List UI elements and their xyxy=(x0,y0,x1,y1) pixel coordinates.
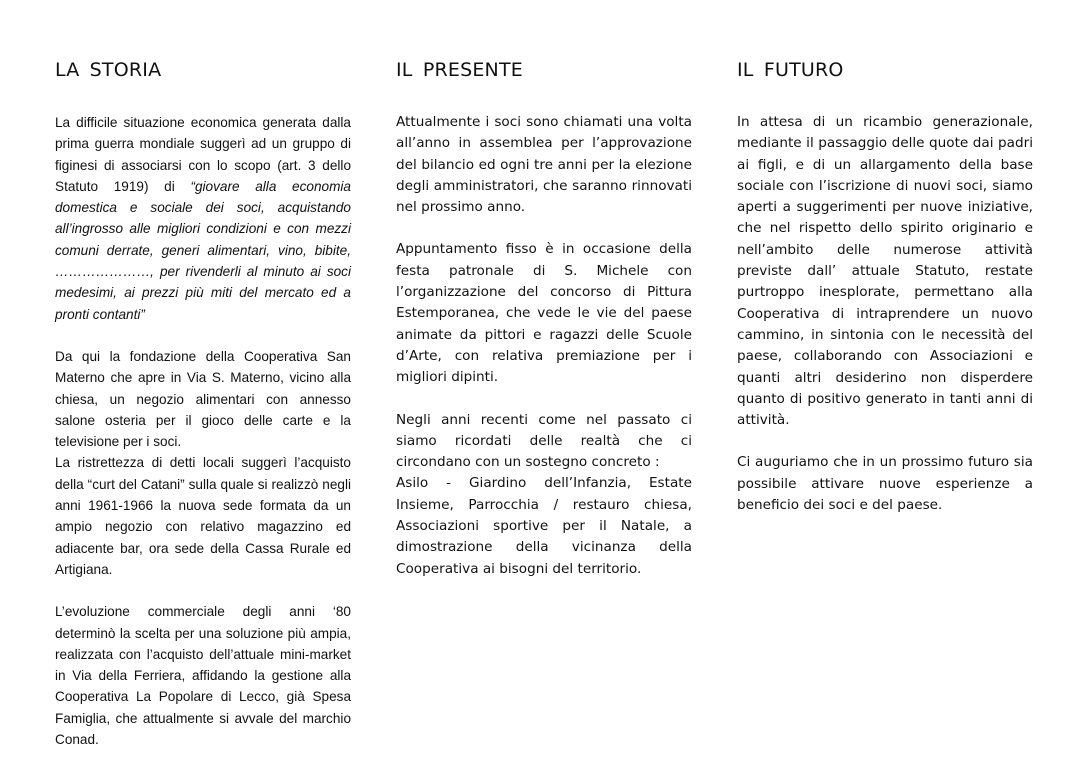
presente-paragraph-4: Asilo - Giardino dell’Infanzia, Estate Insieme, Parrocchia / restauro chiesa, Associazioni sportive per il Natale, a dimostrazione della vicinanza della Cooperativa ai bisogni del territorio. xyxy=(396,475,692,577)
column-storia xyxy=(55,58,351,771)
section-title-presente: IL PRESENTE xyxy=(396,59,523,81)
storia-paragraph-3: La ristrettezza di detti locali suggerì l’acquisto della “curt del Catani” sulla quale si realizzò negli anni 1961-1966 la nuova sede formata da un ampio negozio con relativo magazzino ed adiacente bar, ora sede della Cassa Rurale ed Artigiana. xyxy=(55,455,351,577)
storia-paragraph-4: L’evoluzione commerciale degli anni ‘80 determinò la scelta per una soluzione più ampia, realizzata con l’acquisto dell’attuale mini-market in Via della Ferriera, affidando la gestione alla Cooperativa La Popolare di Lecco, già Spesa Famiglia, che attualmente si avvale del marchio Conad. xyxy=(55,604,351,748)
presente-paragraph-1: Attualmente i soci sono chiamati una volta all’anno in assemblea per l’approvazione del bilancio ed ogni tre anni per la elezione degli amministratori, che saranno rinnovati nel prossimo anno. xyxy=(396,114,692,216)
storia-paragraph-1-text: La difficile situazione economica generata dalla prima guerra mondiale suggerì ad un gruppo di figinesi di associarsi con lo scopo (art. 3 dello Statuto 1919) di xyxy=(55,115,351,194)
futuro-paragraph-1: In attesa di un ricambio generazionale, mediante il passaggio delle quote dai padri ai figli, e di un allargamento della base sociale con l’iscrizione di nuovi soci, siamo aperti a suggerimenti per nuove iniziative, che nel rispetto dello spirito originario e nell’ambito delle numerose attività previste dall’ attuale Statuto, restate purtroppo inesplorate, permettano alla Cooperativa di intraprendere un nuovo cammino, in sintonia con le necessità del paese, collaborando con Associazioni e quanti altri desiderino non disperdere quanto di positivo generato in tanti anni di attività. xyxy=(737,114,1033,429)
presente-paragraph-2: Appuntamento fisso è in occasione della festa patronale di S. Michele con l’organizzazione del concorso di Pittura Estemporanea, che vede le vie del paese animate da pittori e ragazzi delle Scuole d’Arte, con relativa premiazione per i migliori dipinti. xyxy=(396,241,692,386)
section-title-storia: LA STORIA xyxy=(55,59,162,81)
section-title-futuro: IL FUTURO xyxy=(737,59,844,81)
column-futuro xyxy=(737,58,1033,537)
storia-paragraph-2: Da qui la fondazione della Cooperativa San Materno che apre in Via S. Materno, vicino alla chiesa, un negozio alimentari con annesso salone osteria per il gioco delle carte e la televisione per i soci. xyxy=(55,348,351,450)
statuto-quote: “giovare alla economia domestica e sociale dei soci, acquistando all’ingrosso alle migliori condizioni e con mezzi comuni derrate, generi alimentari, vino, bibite, …………………, per rivenderli al minuto ai soci medesimi, ai prezzi più miti del mercato ed a pronti contanti” xyxy=(55,178,351,322)
futuro-paragraph-2: Ci auguriamo che in un prossimo futuro sia possibile attivare nuove esperienze a beneficio dei soci e del paese. xyxy=(737,454,1033,514)
presente-paragraph-3: Negli anni recenti come nel passato ci siamo ricordati delle realtà che ci circondano con un sostegno concreto : xyxy=(396,411,692,471)
storia-paragraph-1 xyxy=(55,112,351,325)
column-presente xyxy=(396,58,692,601)
